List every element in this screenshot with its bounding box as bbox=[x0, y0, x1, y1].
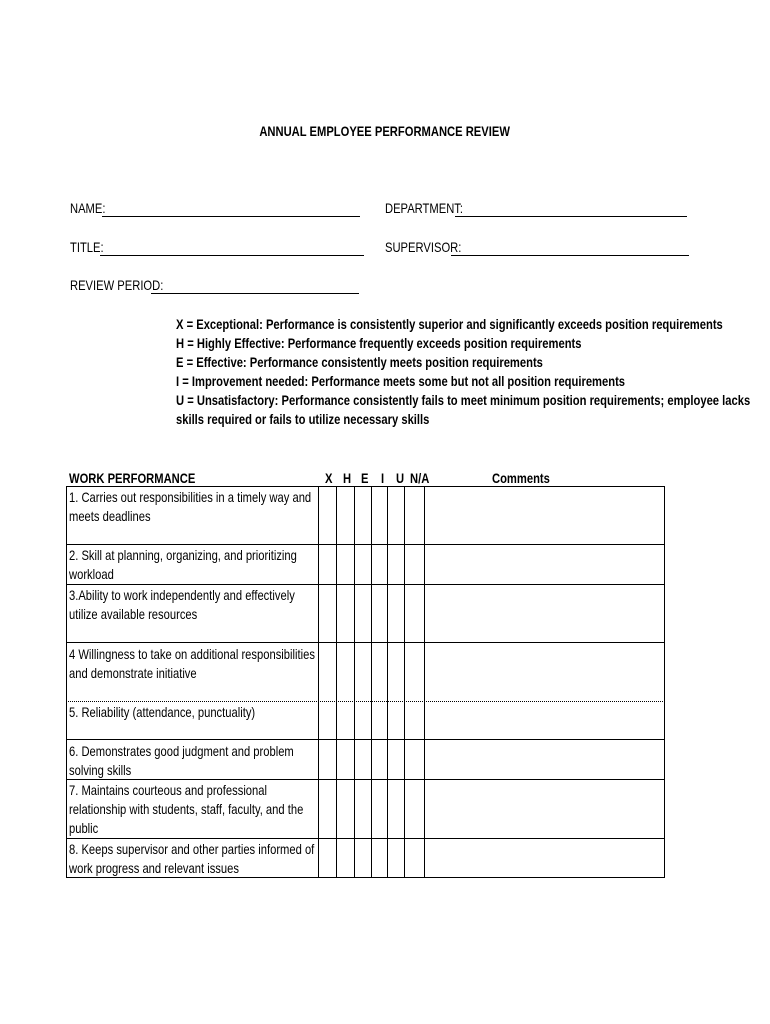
legend-line: X = Exceptional: Performance is consistently superior and significantly exceeds position requirements bbox=[176, 316, 723, 332]
supervisor-line[interactable] bbox=[451, 255, 689, 256]
rating-column-i: I bbox=[381, 470, 385, 486]
row-divider bbox=[66, 642, 665, 643]
column-divider bbox=[354, 486, 355, 878]
title-label: TITLE: bbox=[70, 239, 104, 255]
comments-header: Comments bbox=[492, 470, 550, 486]
table-row: 6. Demonstrates good judgment and problem solving skills bbox=[69, 743, 294, 778]
row-divider bbox=[66, 544, 665, 545]
form-title: ANNUAL EMPLOYEE PERFORMANCE REVIEW bbox=[259, 123, 511, 139]
rating-column-e: E bbox=[361, 470, 369, 486]
table-row: 3.Ability to work independently and effectively utilize available resources bbox=[69, 587, 295, 622]
row-divider bbox=[66, 584, 665, 585]
column-divider bbox=[387, 486, 388, 878]
row-divider bbox=[66, 838, 665, 839]
rating-legend bbox=[176, 315, 751, 429]
table-row: 1. Carries out responsibilities in a timely way and meets deadlines bbox=[69, 489, 312, 524]
department-field[interactable] bbox=[385, 199, 687, 217]
rating-column-h: H bbox=[343, 470, 352, 486]
table-row: 8. Keeps supervisor and other parties informed of work progress and relevant issues bbox=[69, 841, 315, 876]
title-field[interactable] bbox=[70, 238, 364, 256]
table-border-top bbox=[66, 486, 665, 487]
rating-column-x: X bbox=[325, 470, 333, 486]
row-divider bbox=[66, 701, 665, 702]
row-divider bbox=[66, 739, 665, 740]
table-row: 5. Reliability (attendance, punctuality) bbox=[69, 704, 256, 720]
table-border-right bbox=[664, 486, 665, 878]
department-label: DEPARTMENT: bbox=[385, 200, 463, 216]
supervisor-label: SUPERVISOR: bbox=[385, 239, 462, 255]
legend-line: H = Highly Effective: Performance frequently exceeds position requirements bbox=[176, 335, 582, 351]
name-label: NAME: bbox=[70, 200, 106, 216]
rating-column-na: N/A bbox=[410, 470, 430, 486]
title-line[interactable] bbox=[100, 255, 364, 256]
table-border-left bbox=[66, 486, 67, 878]
review-period-label: REVIEW PERIOD: bbox=[70, 277, 164, 293]
review-period-line[interactable] bbox=[151, 293, 359, 294]
legend-line: E = Effective: Performance consistently meets position requirements bbox=[176, 354, 543, 370]
table-row: 4 Willingness to take on additional responsibilities and demonstrate initiative bbox=[69, 646, 315, 681]
performance-table bbox=[66, 486, 665, 878]
column-divider bbox=[404, 486, 405, 878]
column-divider bbox=[424, 486, 425, 878]
name-line[interactable] bbox=[102, 216, 360, 217]
legend-line: I = Improvement needed: Performance meets some but not all position requirements bbox=[176, 373, 626, 389]
rating-column-u: U bbox=[396, 470, 405, 486]
column-divider bbox=[336, 486, 337, 878]
table-row: 2. Skill at planning, organizing, and prioritizing workload bbox=[69, 547, 297, 582]
column-divider bbox=[371, 486, 372, 878]
work-performance-header: WORK PERFORMANCE bbox=[69, 470, 196, 486]
legend-line: U = Unsatisfactory: Performance consistently fails to meet minimum position requirements; employee lacks bbox=[176, 392, 751, 408]
department-line[interactable] bbox=[455, 216, 687, 217]
table-row: 7. Maintains courteous and professional relationship with students, staff, faculty, and the public bbox=[69, 782, 304, 836]
review-period-field[interactable] bbox=[70, 276, 359, 294]
name-field[interactable] bbox=[70, 199, 360, 217]
supervisor-field[interactable] bbox=[385, 238, 689, 256]
legend-line: skills required or fails to utilize necessary skills bbox=[176, 411, 430, 427]
